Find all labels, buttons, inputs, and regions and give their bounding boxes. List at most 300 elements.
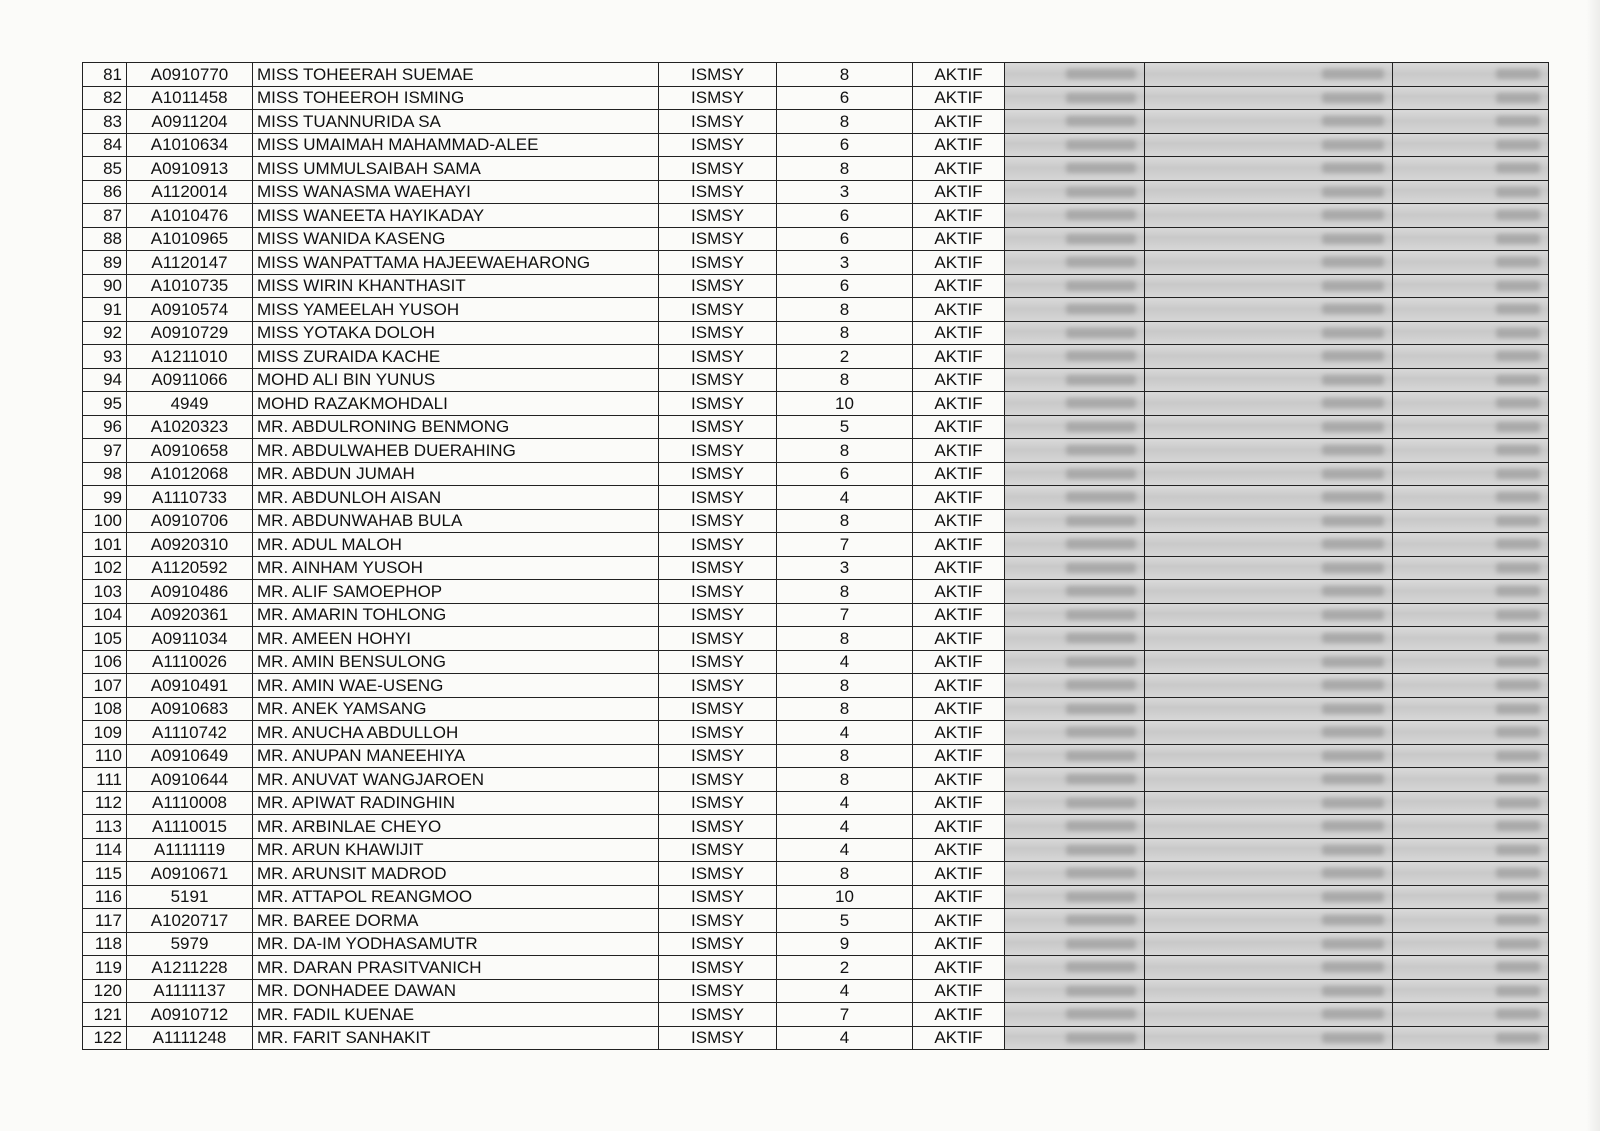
student-name-cell: MR. ADUL MALOH [253,533,659,557]
redaction-blur [1322,704,1384,714]
semester-cell: 8 [777,110,913,134]
redacted-amount-cell [1145,650,1393,674]
redacted-amount-cell [1145,1026,1393,1050]
redacted-amount-cell [1005,509,1145,533]
redacted-amount-cell [1145,603,1393,627]
status-cell: AKTIF [913,321,1005,345]
redacted-amount-cell [1145,227,1393,251]
redaction-blur [1496,868,1540,878]
redacted-amount-cell [1145,627,1393,651]
program-cell: ISMSY [659,392,777,416]
redacted-amount-cell [1005,462,1145,486]
student-id-cell: A1020323 [127,415,253,439]
redaction-blur [1496,492,1540,502]
table-row [83,885,1549,909]
redaction-blur [1066,962,1136,972]
table-row [83,862,1549,886]
redaction-blur [1066,798,1136,808]
status-cell: AKTIF [913,486,1005,510]
redaction-blur [1066,422,1136,432]
table-row [83,580,1549,604]
redacted-amount-cell [1393,721,1549,745]
program-cell: ISMSY [659,368,777,392]
row-number-cell: 115 [83,862,127,886]
redaction-blur [1066,375,1136,385]
redacted-amount-cell [1393,838,1549,862]
table-row [83,815,1549,839]
redaction-blur [1066,821,1136,831]
redaction-blur [1496,727,1540,737]
redaction-blur [1066,657,1136,667]
row-number-cell: 122 [83,1026,127,1050]
status-cell: AKTIF [913,86,1005,110]
student-name-cell: MR. DA-IM YODHASAMUTR [253,932,659,956]
status-cell: AKTIF [913,204,1005,228]
scan-edge-shadow [1586,0,1600,1131]
redaction-blur [1496,586,1540,596]
student-name-cell: MR. BAREE DORMA [253,909,659,933]
student-id-cell: A1110015 [127,815,253,839]
redaction-blur [1496,657,1540,667]
redacted-amount-cell [1393,321,1549,345]
table-row [83,368,1549,392]
student-id-cell: A1010634 [127,133,253,157]
redacted-amount-cell [1393,768,1549,792]
redaction-blur [1066,1009,1136,1019]
student-name-cell: MR. ABDUN JUMAH [253,462,659,486]
redacted-amount-cell [1145,885,1393,909]
semester-cell: 3 [777,180,913,204]
row-number-cell: 99 [83,486,127,510]
redaction-blur [1496,163,1540,173]
redacted-amount-cell [1393,674,1549,698]
program-cell: ISMSY [659,979,777,1003]
redaction-blur [1066,210,1136,220]
redaction-blur [1066,234,1136,244]
redacted-amount-cell [1145,580,1393,604]
status-cell: AKTIF [913,368,1005,392]
row-number-cell: 118 [83,932,127,956]
table-row [83,697,1549,721]
redacted-amount-cell [1393,227,1549,251]
redaction-blur [1066,680,1136,690]
program-cell: ISMSY [659,932,777,956]
redaction-blur [1496,986,1540,996]
redaction-blur [1066,751,1136,761]
student-id-cell: A1010735 [127,274,253,298]
redacted-amount-cell [1393,885,1549,909]
redaction-blur [1322,351,1384,361]
redaction-blur [1066,774,1136,784]
program-cell: ISMSY [659,768,777,792]
redacted-amount-cell [1393,415,1549,439]
redaction-blur [1322,140,1384,150]
redaction-blur [1322,304,1384,314]
program-cell: ISMSY [659,486,777,510]
table-row [83,157,1549,181]
redaction-blur [1496,140,1540,150]
redaction-blur [1322,939,1384,949]
student-id-cell: A0910683 [127,697,253,721]
row-number-cell: 106 [83,650,127,674]
redacted-amount-cell [1145,368,1393,392]
program-cell: ISMSY [659,1003,777,1027]
redaction-blur [1066,257,1136,267]
row-number-cell: 120 [83,979,127,1003]
status-cell: AKTIF [913,462,1005,486]
redaction-blur [1322,563,1384,573]
status-cell: AKTIF [913,63,1005,87]
student-id-cell: A0910913 [127,157,253,181]
student-id-cell: A1110008 [127,791,253,815]
student-name-cell: MR. DONHADEE DAWAN [253,979,659,1003]
row-number-cell: 98 [83,462,127,486]
table-row [83,133,1549,157]
semester-cell: 3 [777,251,913,275]
redaction-blur [1066,986,1136,996]
redacted-amount-cell [1145,298,1393,322]
redaction-blur [1322,328,1384,338]
program-cell: ISMSY [659,533,777,557]
semester-cell: 7 [777,533,913,557]
redacted-amount-cell [1393,368,1549,392]
table-row [83,345,1549,369]
row-number-cell: 87 [83,204,127,228]
table-row [83,110,1549,134]
row-number-cell: 83 [83,110,127,134]
table-row [83,838,1549,862]
student-id-cell: A0910729 [127,321,253,345]
redacted-amount-cell [1145,110,1393,134]
redaction-blur [1496,774,1540,784]
row-number-cell: 105 [83,627,127,651]
redaction-blur [1066,163,1136,173]
row-number-cell: 86 [83,180,127,204]
student-name-cell: MR. ABDULWAHEB DUERAHING [253,439,659,463]
redacted-amount-cell [1005,862,1145,886]
redacted-amount-cell [1393,63,1549,87]
table-row [83,909,1549,933]
student-id-cell: A1010965 [127,227,253,251]
redacted-amount-cell [1145,909,1393,933]
redaction-blur [1496,398,1540,408]
redaction-blur [1066,304,1136,314]
status-cell: AKTIF [913,815,1005,839]
redacted-amount-cell [1005,533,1145,557]
status-cell: AKTIF [913,744,1005,768]
row-number-cell: 117 [83,909,127,933]
semester-cell: 8 [777,63,913,87]
row-number-cell: 116 [83,885,127,909]
program-cell: ISMSY [659,650,777,674]
redacted-amount-cell [1393,815,1549,839]
student-name-cell: MR. ALIF SAMOEPHOP [253,580,659,604]
student-name-cell: MISS ZURAIDA KACHE [253,345,659,369]
row-number-cell: 85 [83,157,127,181]
redaction-blur [1322,93,1384,103]
semester-cell: 4 [777,815,913,839]
redacted-amount-cell [1005,885,1145,909]
semester-cell: 8 [777,368,913,392]
program-cell: ISMSY [659,697,777,721]
student-id-cell: A0920310 [127,533,253,557]
row-number-cell: 113 [83,815,127,839]
table-row [83,321,1549,345]
row-number-cell: 119 [83,956,127,980]
status-cell: AKTIF [913,110,1005,134]
program-cell: ISMSY [659,227,777,251]
semester-cell: 3 [777,556,913,580]
program-cell: ISMSY [659,909,777,933]
program-cell: ISMSY [659,110,777,134]
redacted-amount-cell [1005,274,1145,298]
table-row [83,251,1549,275]
row-number-cell: 103 [83,580,127,604]
redaction-blur [1066,610,1136,620]
redaction-blur [1066,469,1136,479]
row-number-cell: 91 [83,298,127,322]
redaction-blur [1496,821,1540,831]
roster-body [83,63,1549,1050]
redacted-amount-cell [1393,862,1549,886]
redacted-amount-cell [1145,251,1393,275]
redaction-blur [1322,845,1384,855]
redaction-blur [1322,657,1384,667]
redacted-amount-cell [1393,650,1549,674]
redacted-amount-cell [1005,556,1145,580]
row-number-cell: 110 [83,744,127,768]
semester-cell: 4 [777,721,913,745]
student-name-cell: MISS TOHEEROH ISMING [253,86,659,110]
redacted-amount-cell [1393,744,1549,768]
redacted-amount-cell [1145,274,1393,298]
program-cell: ISMSY [659,838,777,862]
table-row [83,180,1549,204]
redaction-blur [1322,187,1384,197]
status-cell: AKTIF [913,768,1005,792]
program-cell: ISMSY [659,556,777,580]
redaction-blur [1066,539,1136,549]
redacted-amount-cell [1145,157,1393,181]
table-row [83,650,1549,674]
redaction-blur [1066,727,1136,737]
table-row [83,556,1549,580]
program-cell: ISMSY [659,157,777,181]
program-cell: ISMSY [659,885,777,909]
redacted-amount-cell [1145,862,1393,886]
row-number-cell: 94 [83,368,127,392]
student-id-cell: A0910491 [127,674,253,698]
row-number-cell: 93 [83,345,127,369]
student-name-cell: MR. DARAN PRASITVANICH [253,956,659,980]
status-cell: AKTIF [913,979,1005,1003]
redacted-amount-cell [1005,86,1145,110]
redacted-amount-cell [1005,932,1145,956]
student-id-cell: A1010476 [127,204,253,228]
table-row [83,744,1549,768]
student-name-cell: MISS WIRIN KHANTHASIT [253,274,659,298]
student-id-cell: A1120014 [127,180,253,204]
row-number-cell: 100 [83,509,127,533]
redacted-amount-cell [1145,415,1393,439]
table-row [83,627,1549,651]
redacted-amount-cell [1145,815,1393,839]
status-cell: AKTIF [913,274,1005,298]
redaction-blur [1322,210,1384,220]
redaction-blur [1066,1033,1136,1043]
student-name-cell: MR. FARIT SANHAKIT [253,1026,659,1050]
redacted-amount-cell [1145,509,1393,533]
redacted-amount-cell [1393,697,1549,721]
redaction-blur [1496,187,1540,197]
student-id-cell: A0910671 [127,862,253,886]
redaction-blur [1496,845,1540,855]
redaction-blur [1066,915,1136,925]
redaction-blur [1496,234,1540,244]
student-id-cell: A1110742 [127,721,253,745]
student-name-cell: MISS WANPATTAMA HAJEEWAEHARONG [253,251,659,275]
semester-cell: 8 [777,768,913,792]
student-name-cell: MISS WANASMA WAEHAYI [253,180,659,204]
redacted-amount-cell [1393,86,1549,110]
redaction-blur [1496,304,1540,314]
row-number-cell: 90 [83,274,127,298]
redaction-blur [1066,445,1136,455]
redaction-blur [1322,422,1384,432]
student-name-cell: MR. ANUVAT WANGJAROEN [253,768,659,792]
semester-cell: 4 [777,979,913,1003]
redaction-blur [1066,892,1136,902]
student-id-cell: A1110733 [127,486,253,510]
student-id-cell: A0911066 [127,368,253,392]
redacted-amount-cell [1145,462,1393,486]
student-name-cell: MISS UMAIMAH MAHAMMAD-ALEE [253,133,659,157]
semester-cell: 2 [777,956,913,980]
redaction-blur [1322,469,1384,479]
student-id-cell: A1120147 [127,251,253,275]
semester-cell: 8 [777,674,913,698]
student-roster-sheet [82,62,1548,1056]
redacted-amount-cell [1393,1003,1549,1027]
semester-cell: 7 [777,603,913,627]
redacted-amount-cell [1005,674,1145,698]
redacted-amount-cell [1005,392,1145,416]
status-cell: AKTIF [913,157,1005,181]
program-cell: ISMSY [659,321,777,345]
student-id-cell: A0911034 [127,627,253,651]
redacted-amount-cell [1145,556,1393,580]
student-id-cell: A1111137 [127,979,253,1003]
semester-cell: 8 [777,580,913,604]
redaction-blur [1066,69,1136,79]
status-cell: AKTIF [913,180,1005,204]
student-id-cell: A1012068 [127,462,253,486]
row-number-cell: 89 [83,251,127,275]
redacted-amount-cell [1005,721,1145,745]
redacted-amount-cell [1005,909,1145,933]
student-name-cell: MISS YOTAKA DOLOH [253,321,659,345]
program-cell: ISMSY [659,204,777,228]
status-cell: AKTIF [913,509,1005,533]
table-row [83,298,1549,322]
redaction-blur [1322,633,1384,643]
status-cell: AKTIF [913,697,1005,721]
semester-cell: 8 [777,298,913,322]
student-name-cell: MR. ABDULRONING BENMONG [253,415,659,439]
redaction-blur [1496,469,1540,479]
redacted-amount-cell [1393,298,1549,322]
redaction-blur [1496,539,1540,549]
student-id-cell: A0910486 [127,580,253,604]
redacted-amount-cell [1393,439,1549,463]
redaction-blur [1496,939,1540,949]
student-roster-table [82,62,1549,1050]
semester-cell: 4 [777,791,913,815]
program-cell: ISMSY [659,86,777,110]
redacted-amount-cell [1005,133,1145,157]
redacted-amount-cell [1005,697,1145,721]
student-name-cell: MR. AMIN BENSULONG [253,650,659,674]
redacted-amount-cell [1005,251,1145,275]
student-id-cell: A0920361 [127,603,253,627]
redacted-amount-cell [1145,721,1393,745]
redacted-amount-cell [1005,486,1145,510]
redacted-amount-cell [1145,533,1393,557]
redaction-blur [1066,281,1136,291]
redacted-amount-cell [1145,744,1393,768]
redaction-blur [1496,116,1540,126]
redaction-blur [1496,704,1540,714]
redacted-amount-cell [1145,486,1393,510]
semester-cell: 8 [777,157,913,181]
program-cell: ISMSY [659,744,777,768]
redacted-amount-cell [1005,1026,1145,1050]
program-cell: ISMSY [659,862,777,886]
student-name-cell: MISS TOHEERAH SUEMAE [253,63,659,87]
redaction-blur [1322,586,1384,596]
student-name-cell: MR. FADIL KUENAE [253,1003,659,1027]
row-number-cell: 114 [83,838,127,862]
table-row [83,956,1549,980]
program-cell: ISMSY [659,509,777,533]
semester-cell: 7 [777,1003,913,1027]
redacted-amount-cell [1145,697,1393,721]
semester-cell: 6 [777,274,913,298]
redacted-amount-cell [1005,768,1145,792]
redacted-amount-cell [1005,650,1145,674]
redacted-amount-cell [1393,556,1549,580]
semester-cell: 8 [777,862,913,886]
semester-cell: 4 [777,486,913,510]
redacted-amount-cell [1005,298,1145,322]
redacted-amount-cell [1145,956,1393,980]
redaction-blur [1066,845,1136,855]
program-cell: ISMSY [659,63,777,87]
status-cell: AKTIF [913,556,1005,580]
redaction-blur [1322,398,1384,408]
status-cell: AKTIF [913,1003,1005,1027]
redacted-amount-cell [1393,627,1549,651]
student-name-cell: MR. ABDUNLOH AISAN [253,486,659,510]
row-number-cell: 92 [83,321,127,345]
row-number-cell: 112 [83,791,127,815]
status-cell: AKTIF [913,392,1005,416]
student-name-cell: MR. AINHAM YUSOH [253,556,659,580]
semester-cell: 8 [777,439,913,463]
redaction-blur [1496,93,1540,103]
redaction-blur [1322,798,1384,808]
status-cell: AKTIF [913,251,1005,275]
